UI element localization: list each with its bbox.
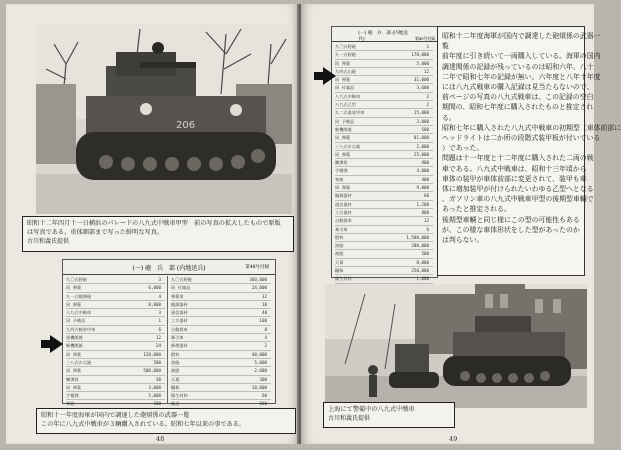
item-name: 手榴弾 [335, 168, 348, 174]
item-name: 弾薬車 [171, 293, 184, 299]
text-line: 期間の、昭和七年度に購入されたものと推定され [442, 103, 594, 112]
item-name: 九二式重装甲車 [335, 110, 365, 116]
table-row [171, 367, 271, 375]
table-row [335, 126, 433, 134]
table-row [171, 326, 271, 334]
item-name: 同 弾薬 [66, 368, 82, 374]
caption-line: 昭和十一年度海軍が国内で調達した砲熕係の武器一覧 [41, 412, 190, 419]
item-name: 同 予備品 [335, 118, 355, 124]
arrow-pointer-icon [323, 67, 336, 85]
item-quantity: 60 [424, 193, 430, 199]
item-quantity: 2,000 [416, 143, 430, 149]
item-quantity: 30 [155, 376, 162, 382]
table-row [335, 217, 433, 225]
item-quantity: 1,200 [416, 201, 430, 207]
table-row [335, 134, 433, 142]
table-row [66, 334, 165, 342]
item-quantity: 10,000 [251, 384, 267, 390]
item-quantity: 15,000 [413, 110, 430, 116]
item-quantity: 3,000 [148, 384, 162, 390]
item-quantity: 1,000 [416, 276, 430, 282]
item-quantity: 300 [259, 376, 267, 382]
table-row [171, 342, 271, 350]
table-row [66, 359, 165, 367]
item-name: 三八式歩兵銃 [335, 143, 361, 149]
item-quantity: 200,000 [411, 243, 430, 249]
item-name: 九〇式野砲 [66, 277, 87, 282]
item-quantity: 8,000 [416, 259, 430, 265]
item-name: 九一式榴弾砲 [66, 293, 92, 299]
item-quantity: 3,000 [416, 118, 430, 124]
caption-line: 昭和十二年四月十一日横浜のパレードの八九式中戦車甲型 前の写真の拡大したもので原版 [27, 220, 281, 227]
text-line: は判らない。 [442, 236, 484, 245]
item-name: 八九式乙型 [335, 102, 356, 108]
item-name: 九〇式野砲 [171, 277, 192, 282]
item-name: 同 予備品 [66, 318, 86, 324]
item-name: 拳銃 [66, 401, 75, 407]
item-name: 自動貨車 [171, 326, 188, 332]
item-name: 燃料 [335, 234, 344, 240]
item-quantity: 4,000 [416, 168, 430, 174]
table-row [335, 76, 433, 84]
text-line: 。ガソリン車の八九式中戦車甲型の後期型車輌で [442, 195, 594, 204]
item-name: 燃料 [171, 351, 180, 357]
item-quantity: 3 [158, 277, 162, 282]
table-row [66, 276, 165, 284]
table-row [66, 384, 165, 392]
table-row [171, 351, 271, 359]
item-quantity: 120,000 [143, 351, 162, 357]
page-number: 48 [156, 435, 165, 443]
item-quantity: 3 [158, 310, 162, 316]
table-row [335, 184, 433, 192]
item-quantity: 12 [424, 218, 430, 224]
table-row [171, 334, 271, 342]
item-name: 天幕 [335, 259, 344, 265]
item-quantity: 400 [421, 176, 430, 182]
table-row [335, 101, 433, 109]
document-header [63, 260, 275, 275]
table-row [335, 192, 433, 200]
text-line: 昭和七年に購入された八九式中戦車の初期型（車体前部に [442, 123, 621, 132]
caption-line: は写真である。車体細部まで写った鮮明な写真。 [27, 229, 164, 236]
item-name: 油脂 [171, 359, 180, 365]
item-name: 雑品 [171, 401, 180, 407]
item-name: 三八式歩兵銃 [66, 359, 92, 365]
item-name: 軽機関銃 [66, 343, 83, 349]
table-row [335, 143, 433, 151]
item-quantity: 18 [261, 301, 267, 307]
table-row [66, 284, 165, 292]
item-name: 拳銃 [335, 176, 344, 182]
tank-parade-photo [36, 24, 292, 214]
item-name: 同 弾薬 [335, 77, 351, 83]
ledger-document-scan [62, 259, 276, 407]
table-row [335, 151, 433, 159]
item-quantity: 9,000 [416, 185, 430, 191]
photo-credit: 古川和義氏提供 [27, 238, 70, 245]
item-name: 自動貨車 [335, 218, 352, 224]
item-quantity: 3,600 [416, 85, 430, 91]
text-line: 後期型車輌と同じ様にこの型の可能性もある [442, 215, 580, 224]
table-row [66, 367, 165, 375]
text-line: 二年で昭和七年の記録が無い。六年度と八年十年度 [442, 72, 601, 81]
caption-line: 上海にて警備中の八九式中戦車 [328, 406, 415, 413]
item-name: 同 弾薬 [335, 185, 351, 191]
text-line: には八九式戦車の購入記録は見当たらないので、 [442, 83, 594, 92]
item-name: 衛生材料 [171, 393, 188, 399]
item-name: 手榴弾 [66, 393, 79, 399]
table-row [171, 359, 271, 367]
item-quantity: 1,500,000 [406, 234, 430, 240]
table-row [335, 159, 433, 167]
item-quantity: 4 [158, 293, 162, 299]
table-row [66, 317, 165, 325]
item-quantity: 12 [424, 68, 430, 74]
text-line: 車である。八九式中戦車は、昭和十三年頃から [442, 164, 587, 173]
item-quantity: 6 [158, 326, 162, 332]
item-quantity: 24 [155, 343, 162, 349]
item-quantity: 500 [421, 126, 430, 132]
text-line: 体に増加装甲が付けられたいわゆる乙型へとなる [442, 185, 594, 194]
table-row [335, 93, 433, 101]
item-name: 糧秣 [171, 384, 180, 390]
item-name: 八九式中戦車 [335, 93, 361, 99]
item-quantity: 360,000 [249, 277, 267, 282]
item-name: 同 弾薬 [335, 135, 351, 141]
table-row [335, 84, 433, 92]
table-row [335, 60, 433, 68]
item-name: 油脂 [335, 243, 344, 249]
commentary-text [437, 26, 621, 276]
text-line: 調達関係の記録が残っているのは昭和六年、八十 [442, 62, 594, 71]
table-row [335, 259, 433, 267]
item-quantity: 100 [259, 318, 267, 324]
item-quantity: 40,000 [251, 351, 267, 357]
item-quantity: 6 [426, 226, 430, 232]
item-name: 通信器材 [171, 310, 188, 316]
item-name: 同 弾薬 [335, 151, 351, 157]
item-quantity: 800 [421, 209, 430, 215]
text-line: 昭和十二年度海軍が国内で調達した砲熕係の武器一 [442, 32, 601, 40]
item-quantity: 8 [264, 326, 267, 332]
item-quantity: 25,000 [413, 151, 430, 157]
text-line: ）であった。 [442, 144, 484, 153]
table-row [171, 293, 271, 301]
item-name: 九四式軽装甲車 [66, 326, 96, 332]
right-page [301, 4, 621, 444]
document-header [332, 27, 437, 42]
ledger-column-left [66, 276, 165, 407]
item-name: 同 弾薬 [335, 60, 351, 66]
item-name: 牽引車 [171, 335, 184, 341]
item-name: 糧秣 [335, 268, 344, 274]
book-spread [6, 4, 621, 444]
item-quantity: 5,000 [416, 60, 430, 66]
item-quantity: 800 [259, 401, 267, 407]
item-quantity: 5,000 [148, 393, 162, 399]
item-name: 重機関銃 [66, 335, 83, 341]
item-quantity: 2 [264, 343, 267, 349]
item-quantity: 2,000 [254, 368, 267, 374]
item-quantity: 8,000 [148, 301, 162, 307]
table-row [171, 284, 271, 292]
item-name: 擲弾筒 [66, 376, 79, 382]
item-name: 工兵器材 [335, 209, 352, 215]
item-name: 観測器材 [335, 193, 352, 199]
item-quantity: 5,000 [254, 359, 267, 365]
item-quantity: 500 [421, 251, 430, 257]
table-row [171, 301, 271, 309]
table-row [335, 234, 433, 242]
item-name: 九〇式野砲 [335, 44, 356, 49]
document-caption [36, 408, 296, 434]
item-name: 被服 [171, 368, 180, 374]
table-row [335, 176, 433, 184]
table-row [335, 226, 433, 234]
item-quantity: 900 [421, 160, 430, 166]
svg-text:206: 206 [176, 120, 196, 131]
table-row [66, 301, 165, 309]
item-name: 擲弾筒 [335, 160, 348, 166]
table-row [66, 326, 165, 334]
item-quantity: 170,000 [411, 52, 430, 58]
table-row [171, 317, 271, 325]
text-line: 前年度に引き続いて一両購入している。海軍の国内 [442, 52, 601, 61]
item-name: 同 付属品 [171, 285, 191, 291]
item-quantity: 24,000 [251, 285, 267, 291]
item-name: 観測器材 [171, 301, 188, 307]
item-quantity: 2 [426, 93, 430, 99]
arrow-pointer-icon [50, 335, 63, 353]
item-quantity: 12 [261, 293, 267, 299]
item-name: 同 弾薬 [66, 351, 82, 357]
item-quantity: 1 [158, 318, 162, 324]
table-row [171, 276, 271, 284]
photo-credit: 古川和義氏提供 [328, 415, 371, 422]
text-line: が、この様な車体形状をした型があったのか [442, 225, 580, 234]
item-quantity: 12 [155, 335, 162, 341]
item-quantity: 1 [426, 44, 430, 49]
table-row [171, 392, 271, 400]
text-line: ヘッドライトは二か所の段階式装甲板が付いている [442, 134, 601, 143]
item-quantity: 81,000 [413, 135, 430, 141]
item-quantity: 31,000 [413, 77, 430, 83]
table-row [335, 201, 433, 209]
item-name: 工兵器材 [171, 318, 188, 324]
item-quantity: 4 [264, 335, 267, 341]
table-row [335, 267, 433, 275]
table-row [66, 392, 165, 400]
table-row [171, 384, 271, 392]
ledger-column-right [171, 276, 271, 407]
table-row [171, 376, 271, 384]
table-row [335, 275, 433, 283]
text-line: あったと推定される。 [442, 205, 511, 214]
photo-caption [323, 402, 455, 428]
text-line: る。 [442, 113, 456, 122]
item-name: 同 弾薬 [66, 285, 82, 291]
item-quantity: 100 [153, 401, 162, 407]
item-name: 九一式野砲 [335, 52, 356, 58]
item-name: 天幕 [171, 376, 180, 382]
item-quantity: 500 [153, 359, 162, 365]
table-row [66, 342, 165, 350]
item-quantity: 2 [426, 102, 430, 108]
table-row [335, 43, 433, 51]
table-row [335, 68, 433, 76]
text-line: 前ページの写真の八九式戦車は、この記録の空白 [442, 93, 594, 102]
ledger-document-scan [331, 26, 438, 282]
table-row [66, 351, 165, 359]
item-quantity: 40 [261, 310, 267, 316]
item-name: 被服 [335, 251, 344, 257]
item-name: 同 弾薬 [66, 301, 82, 307]
item-name: 同 付属品 [335, 85, 355, 91]
text-line: 問題は十一年度と十二年度に購入された二両の戦 [442, 154, 594, 163]
table-row [335, 209, 433, 217]
left-page [6, 4, 299, 444]
table-row [335, 250, 433, 258]
table-row [335, 109, 433, 117]
document-number: 第48号付録 [245, 265, 269, 270]
document-number: 第49号付録 [414, 36, 435, 41]
table-row [335, 167, 433, 175]
item-name: 修理器材 [171, 343, 188, 349]
page-number: 49 [449, 435, 458, 443]
item-name: 軽機関銃 [335, 126, 352, 132]
document-heading: (一) 砲 兵 部 (内地送兵) [358, 31, 408, 42]
item-quantity: 500,000 [143, 368, 162, 374]
table-row [66, 293, 165, 301]
text-line: 車体の装甲が車体前部に変更されて、装甲も車 [442, 174, 587, 183]
table-row [66, 376, 165, 384]
photo-caption [22, 216, 294, 252]
document-heading: (一) 砲 兵 部 (内地送兵) [132, 265, 206, 272]
table-row [66, 309, 165, 317]
table-row [335, 242, 433, 250]
item-name: 衛生材料 [335, 276, 352, 282]
item-quantity: 60 [261, 393, 267, 399]
caption-line: この年に八九式中戦車が３輌購入されている。昭和七年以来の事である。 [41, 421, 246, 428]
item-name: 九四式山砲 [335, 68, 356, 74]
item-quantity: 250,000 [411, 268, 430, 274]
table-row [335, 51, 433, 59]
table-row [335, 118, 433, 126]
text-line: 覧 [442, 42, 449, 51]
item-name: 通信器材 [335, 201, 352, 207]
tank-shanghai-photo [325, 284, 587, 408]
table-row [171, 309, 271, 317]
item-name: 同 弾薬 [66, 384, 82, 390]
item-name: 牽引車 [335, 226, 348, 232]
item-quantity: 6,000 [148, 285, 162, 291]
ledger-column [335, 43, 433, 282]
item-name: 八九式中戦車 [66, 310, 92, 316]
